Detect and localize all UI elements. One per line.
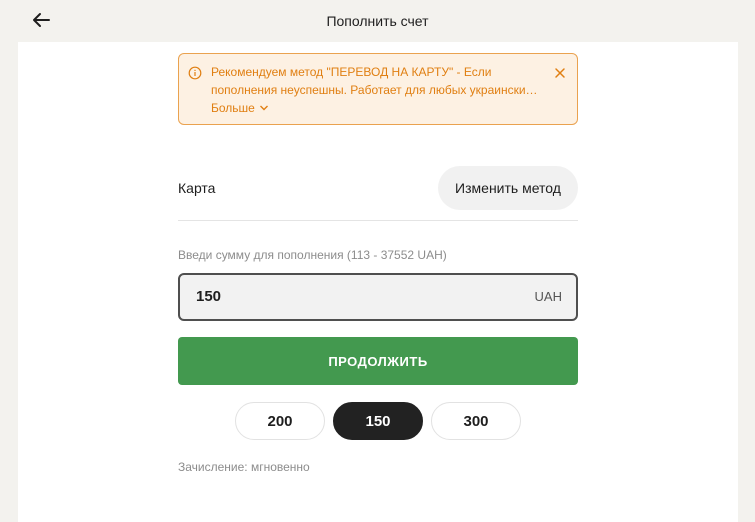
arrow-left-icon[interactable] <box>31 12 51 28</box>
recommendation-notice <box>178 53 578 125</box>
amount-currency: UAH <box>534 289 562 304</box>
notice-text <box>211 63 551 117</box>
payment-method-label: Карта <box>178 180 216 196</box>
quick-amount-150[interactable]: 150 <box>333 402 423 440</box>
notice-line-1: Рекомендуем метод "ПЕРЕВОД НА КАРТУ" - Если <box>211 65 492 79</box>
close-icon <box>554 67 566 79</box>
notice-more-label: Больше <box>211 101 255 115</box>
info-icon <box>188 66 202 80</box>
amount-input[interactable] <box>178 273 578 321</box>
payment-method-row <box>178 166 578 221</box>
header <box>0 0 755 42</box>
notice-close-button[interactable] <box>553 66 567 80</box>
notice-line-2: пополнения неуспешны. Работает для любых украински… <box>211 83 538 97</box>
amount-label: Введи сумму для пополнения (113 - 37552 UAH) <box>178 248 447 262</box>
notice-more-link[interactable] <box>211 99 269 117</box>
credit-info: Зачисление: мгновенно <box>178 460 310 474</box>
quick-amount-200[interactable]: 200 <box>235 402 325 440</box>
quick-amount-300[interactable]: 300 <box>431 402 521 440</box>
continue-button[interactable]: ПРОДОЛЖИТЬ <box>178 337 578 385</box>
back-button[interactable] <box>26 6 56 34</box>
change-method-button[interactable]: Изменить метод <box>438 166 578 210</box>
chevron-down-icon <box>259 104 269 112</box>
deposit-panel <box>18 42 738 522</box>
page-title: Пополнить счет <box>326 13 429 29</box>
amount-value[interactable]: 150 <box>196 288 222 305</box>
